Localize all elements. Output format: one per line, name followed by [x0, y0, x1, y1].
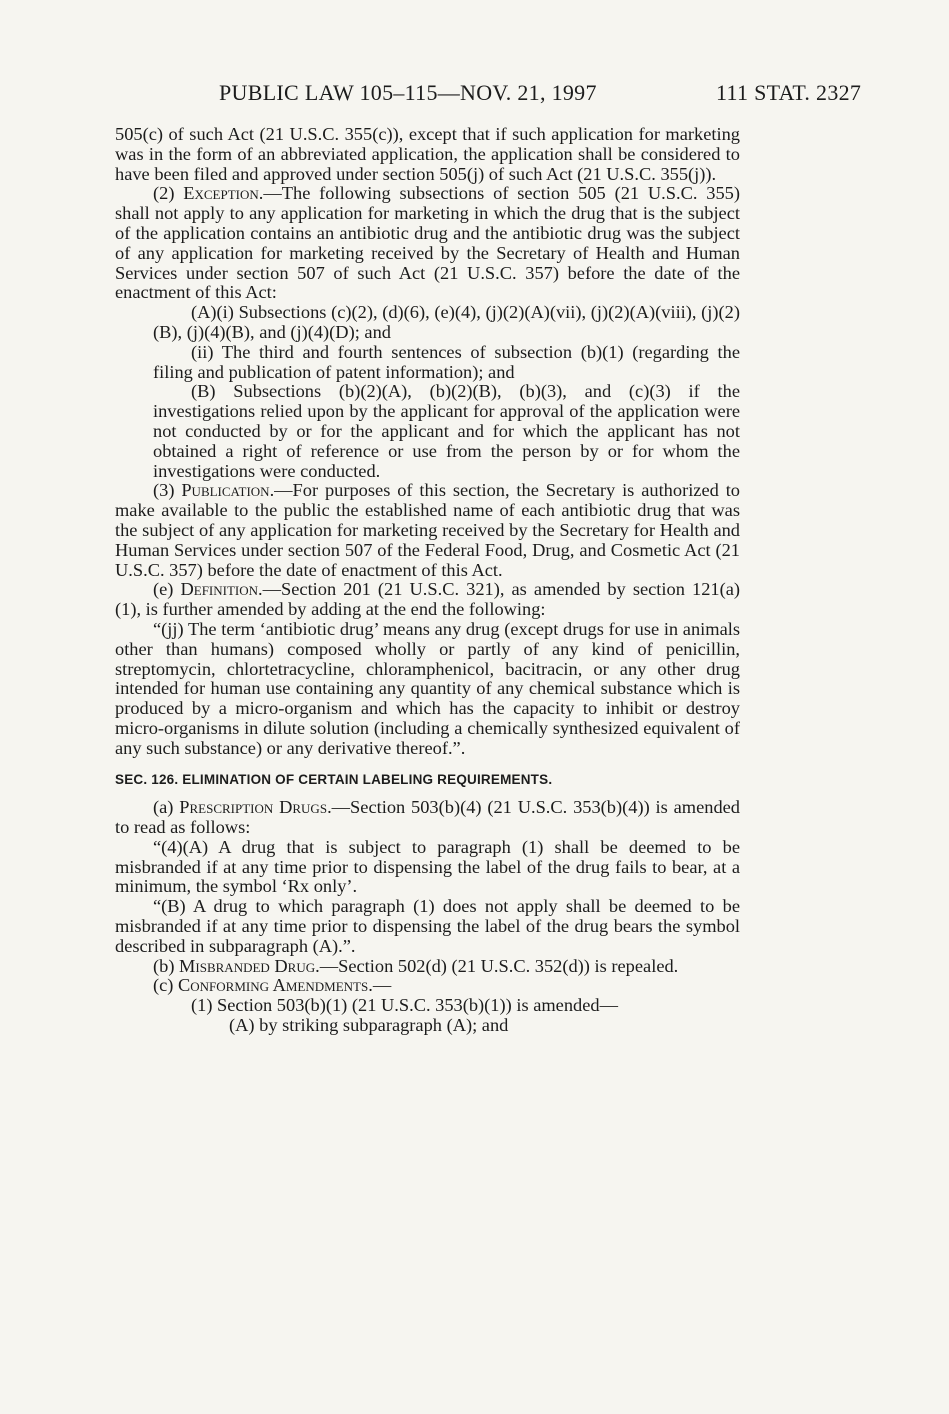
amendment-subparagraph-a: (A) by striking subparagraph (A); and — [229, 1015, 509, 1036]
paragraph-heading: Prescription Drugs — [179, 797, 328, 818]
page-number: 111 STAT. 2327 — [716, 80, 862, 105]
paragraph-continuation: 505(c) of such Act (21 U.S.C. 355(c)), except that if such application for marketing was in the form of an abbreviated application, the application shall be considered to have been filed and approved under section 505(j) of such Act (21 U.S.C. 355(j)). — [115, 124, 740, 184]
running-header: PUBLIC LAW 105–115—NOV. 21, 1997 — [219, 80, 597, 105]
paragraph-exception: (2) Exception.—The following subsections of section 505 (21 U.S.C. 355) shall not apply to any application for marketing in which the drug that is the subject of the application contains an antibiotic drug and the antibiotic drug was the subject of any application for marketing received by the Secretary of Health and Human Services under section 507 of such Act (21 U.S.C. 357) before the date of the enactment of this Act: — [115, 183, 740, 303]
subsection-definition: (e) Definition.—Section 201 (21 U.S.C. 321), as amended by section 121(a)(1), is further amended by adding at the end the following: — [115, 579, 740, 620]
paragraph-heading: Conforming Amendments — [178, 975, 369, 996]
amendment-paragraph-1: (1) Section 503(b)(1) (21 U.S.C. 353(b)(1)) is amended— — [191, 995, 618, 1016]
paragraph-heading: Publication — [181, 480, 270, 501]
document-body — [115, 125, 740, 1036]
paragraph-publication: (3) Publication.—For purposes of this section, the Secretary is authorized to make available to the public the established name of each antibiotic drug that was the subject of any application for marketing received by the Secretary for Health and Human Services under section 507 of the Federal Food, Drug, and Cosmetic Act (21 U.S.C. 357) before the date of enactment of this Act. — [115, 480, 740, 580]
subsection-prescription-drugs: (a) Prescription Drugs.—Section 503(b)(4) (21 U.S.C. 353(b)(4)) is amended to read as follows: — [115, 797, 740, 838]
quoted-paragraph-4b: “(B) A drug to which paragraph (1) does not apply shall be deemed to be misbranded if at any time prior to dispensing the label of the drug bears the symbol described in subparagraph (A).”. — [115, 896, 740, 956]
clause-a-ii: (ii) The third and fourth sentences of subsection (b)(1) (regarding the filing and publication of patent information); and — [153, 341, 740, 382]
antibiotic-definition-quote: “(jj) The term ‘antibiotic drug’ means any drug (except drugs for use in animals other than humans) composed wholly or partly of any kind of penicillin, streptomycin, chlortetracycline, chloramphenicol, bacitracin, or any other drug intended for human use containing any quantity of any chemical substance which is produced by a micro-organism and which has the capacity to inhibit or destroy micro-organisms in dilute solution (including a chemically synthesized equivalent of any such substance) or any derivative thereof.”. — [115, 618, 740, 758]
paragraph-heading: Exception — [183, 183, 259, 204]
quoted-paragraph-4a: “(4)(A) A drug that is subject to paragraph (1) shall be deemed to be misbranded if at any time prior to dispensing the label of the drug fails to bear, at a minimum, the symbol ‘Rx only’. — [115, 836, 740, 897]
subsection-misbranded-drug: (b) Misbranded Drug.—Section 502(d) (21 U.S.C. 352(d)) is repealed. — [153, 955, 679, 976]
clause-b: (B) Subsections (b)(2)(A), (b)(2)(B), (b)(3), and (c)(3) if the investigations relied upon by the applicant for approval of the application were not conducted by or for the applicant and for which the applicant has not obtained a right of reference or use from the person by or for whom the investigations were conducted. — [153, 381, 740, 481]
section-heading: SEC. 126. ELIMINATION OF CERTAIN LABELING REQUIREMENTS. — [115, 771, 553, 787]
subsection-conforming-amendments: (c) Conforming Amendments.— — [153, 975, 392, 996]
paragraph-heading: Definition — [180, 579, 259, 600]
paragraph-heading: Misbranded Drug — [179, 955, 316, 976]
clause-a-i: (A)(i) Subsections (c)(2), (d)(6), (e)(4), (j)(2)(A)(vii), (j)(2)(A)(viii), (j)(2)(B), (j)(4)(B), and (j)(4)(D); and — [153, 302, 740, 342]
